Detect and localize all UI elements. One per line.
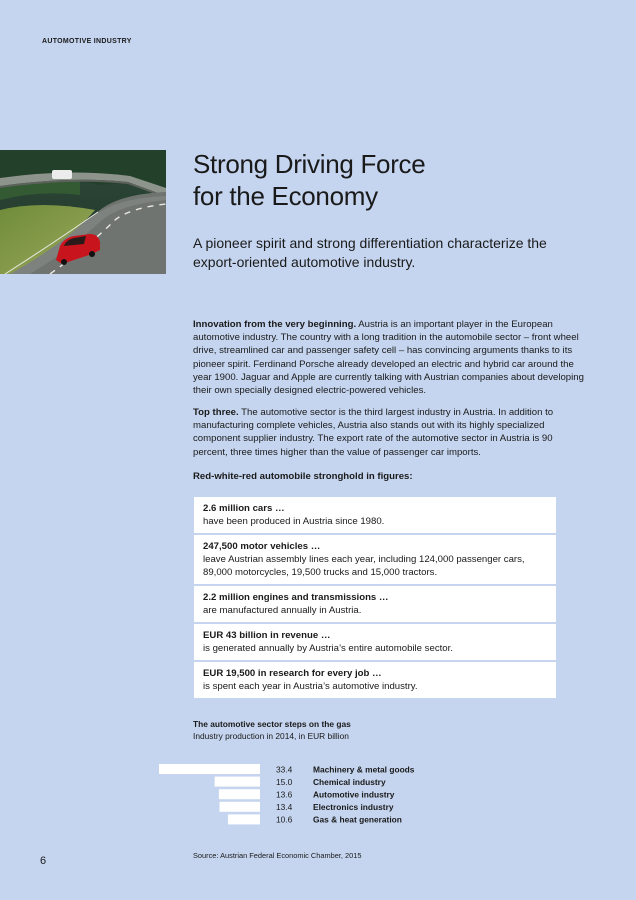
page-title	[193, 148, 593, 212]
fact-text: have been produced in Austria since 1980.	[203, 516, 385, 527]
fact-text: leave Austrian assembly lines each year, including 124,000 passenger cars, 89,000 motorcycles, 19,500 trucks and 15,000 tractors.	[203, 554, 525, 578]
fact-title: EUR 19,500 in research for every job …	[203, 668, 382, 679]
fact-title: 2.2 million engines and transmissions …	[203, 592, 389, 603]
source-note: Source: Austrian Federal Economic Chamber, 2015	[193, 851, 362, 860]
page-number: 6	[40, 855, 47, 867]
bar-value-label: 10.6	[276, 814, 293, 825]
bar-category-label: Gas & heat generation	[313, 814, 402, 825]
bar-value-label: 33.4	[276, 764, 293, 775]
fact-text: is spent each year in Austria’s automotive industry.	[203, 681, 418, 692]
facts-list	[194, 497, 556, 700]
chart-title: The automotive sector steps on the gas	[193, 719, 351, 729]
fact-box	[194, 662, 556, 698]
chart-bar	[159, 764, 260, 774]
road-photo	[0, 150, 166, 274]
paragraph-lead: Innovation from the very beginning.	[193, 319, 357, 330]
bar-category-label: Machinery & metal goods	[313, 764, 415, 775]
chart-bar	[219, 789, 260, 799]
title-line-2: for the Economy	[193, 181, 378, 211]
chart-bar	[228, 814, 260, 824]
chart-bar	[219, 802, 260, 812]
paragraph-top-three	[193, 406, 588, 459]
fact-box	[194, 497, 556, 533]
fact-title: 247,500 motor vehicles …	[203, 541, 321, 552]
fact-text: are manufactured annually in Austria.	[203, 605, 362, 616]
chart-bar	[215, 777, 260, 787]
bar-category-label: Chemical industry	[313, 776, 386, 787]
bar-category-label: Automotive industry	[313, 789, 395, 800]
fact-box	[194, 624, 556, 660]
fact-title: EUR 43 billion in revenue …	[203, 630, 331, 641]
industry-bar-chart	[150, 760, 450, 835]
bar-value-label: 13.6	[276, 789, 293, 800]
paragraph-text: The automotive sector is the third largest industry in Austria. In addition to manufacturing complete vehicles, Austria also stands out with its highly specialized component supplier industry. The export rate of the automotive sector in Austria is 90 percent, three times higher than the value of passenger car imports.	[193, 407, 554, 458]
figures-heading: Red-white-red automobile stronghold in figures:	[193, 471, 413, 482]
bar-value-label: 13.4	[276, 802, 293, 813]
title-line-1: Strong Driving Force	[193, 149, 426, 179]
fact-box	[194, 586, 556, 622]
paragraph-innovation	[193, 318, 588, 397]
subheading: A pioneer spirit and strong differentiation characterize the export-oriented automotive industry.	[193, 235, 547, 270]
section-label: AUTOMOTIVE INDUSTRY	[42, 38, 132, 45]
fact-title: 2.6 million cars …	[203, 503, 285, 514]
fact-text: is generated annually by Austria’s entire automobile sector.	[203, 643, 453, 654]
bar-value-label: 15.0	[276, 776, 293, 787]
fact-box	[194, 535, 556, 584]
chart-subtitle: Industry production in 2014, in EUR billion	[193, 731, 349, 741]
bar-category-label: Electronics industry	[313, 802, 394, 813]
paragraph-text: Austria is an important player in the European automotive industry. The country with a long tradition in the automobile sector – front wheel drive, streamlined car and passenger safety cell – has convincing arguments thanks to its pioneer spirit. Ferdinand Porsche already developed an electric and hybrid car around the year 1900. Jaguar and Apple are currently talking with Austrian companies about developing their own specially designed electric-powered vehicles.	[193, 319, 584, 397]
paragraph-lead: Top three.	[193, 407, 239, 418]
